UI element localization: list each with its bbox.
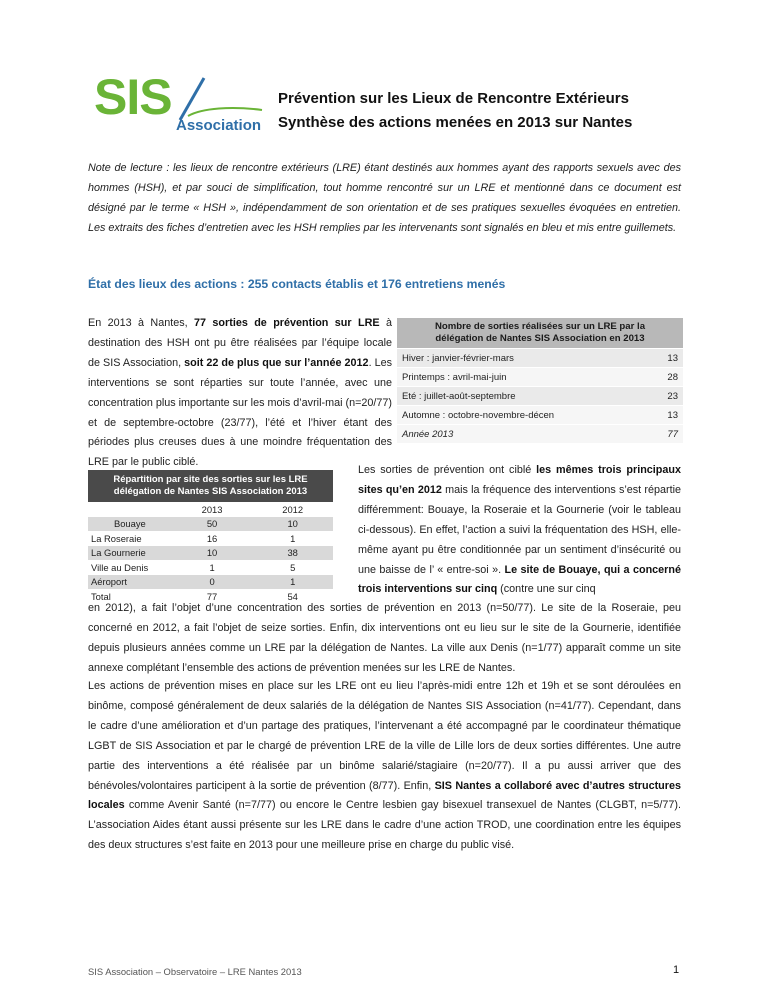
table-row: Ville au Denis 1 5 [88,560,333,575]
logo-sub-text: Association [176,117,262,132]
table-row: Printemps : avril-mai-juin 28 [397,368,683,387]
table-row-total: Total 77 54 [88,589,333,604]
page-title-line1: Prévention sur les Lieux de Rencontre Extérieurs [278,90,629,107]
table-row: La Roseraie 16 1 [88,531,333,546]
paragraph-sites-continued: en 2012), a fait l’objet d’une concentration des sorties de prévention en 2013 (n=50/77). Le site de la Roseraie, peu concerné en 2012, a fait l’objet de seize sorties. Enfin, dix interventions ont eu lieu sur le site de la Gournerie, identifiée depuis plusieurs années comme un LRE par la délégation de Nantes. La ville aux Denis (n=1/77) apparaît comme un site annexe complétant l’ensemble des actions de prévention menées sur les LRE de Nantes. [88,602,681,674]
table-row-total: Année 2013 77 [397,425,683,444]
table-row: Automne : octobre-novembre-décen 13 [397,406,683,425]
page-title-line2: Synthèse des actions menées en 2013 sur Nantes [278,114,633,131]
seasons-table-title: Nombre de sorties réalisées sur un LRE par la délégation de Nantes SIS Association en 2013 [397,318,683,349]
table-row: Bouaye 50 10 [88,517,333,532]
seasons-table [397,318,683,444]
table-row: La Gournerie 10 38 [88,546,333,561]
page-number: 1 [673,964,680,976]
table-row: Hiver : janvier-février-mars 13 [397,349,683,368]
reading-note: Note de lecture : les lieux de rencontre extérieurs (LRE) étant destinés aux hommes ayant des rapports sexuels avec des hommes (HSH), et par souci de simplification, tout homme rencontré sur un LRE et mentionné dans ce document est désigné par le terme « HSH », indépendamment de son orientation et de ses pratiques sexuelles évoquées en entretien. Les extraits des fiches d’entretien avec les HSH remplies par les intervenants sont signalés en bleu et mis entre guillemets. [88,162,681,234]
table-row: Eté : juillet-août-septembre 23 [397,387,683,406]
page-footer: SIS Association – Observatoire – LRE Nantes 2013 [88,966,302,977]
table-header-row: 2013 2012 [88,502,333,517]
sis-association-logo [92,70,264,132]
paragraph-sites: Les sorties de prévention ont ciblé les mêmes trois principaux sites qu’en 2012 mais la fréquence des interventions s’est répartie différemment: Bouaye, la Roseraie et la Gournerie (voir le tableau ci-dessous). En effet, l’action a suivi la fréquentation des HSH, elle-même ayant pu être conditionnée par un sentiment d’insécurité ou une baisse de l’ « entre-soi ». Le site de Bouaye, qui a concerné trois interventions sur cinq (contre une sur cinq [358,464,682,596]
sites-table-title: Répartition par site des sorties sur les LRE délégation de Nantes SIS Association 2013 [88,470,333,502]
sites-table [88,470,333,604]
table-row: Aéroport 0 1 [88,575,333,590]
paragraph-sorties: En 2013 à Nantes, 77 sorties de prévention sur LRE à destination des HSH ont pu être réalisées par l’équipe locale de SIS Association, soit 22 de plus que sur l’année 2012. Les interventions se sont réparties sur toute l’année, avec une concentration plus importante sur les mois d’avril-mai (n=20/77) et de septembre-octobre (23/77), l’été et l’hiver étant des périodes plus creuses dues à une moindre fréquentation des LRE par le public ciblé. [88,317,392,469]
logo-main-text: SIS [94,70,172,125]
section-heading: État des lieux des actions : 255 contacts établis et 176 entretiens menés [88,277,506,291]
paragraph-actions: Les actions de prévention mises en place sur les LRE ont eu lieu l’après-midi entre 12h et 19h et se sont déroulées en binôme, composé généralement de deux salariés de la délégation de Nantes SIS Association (n=41/77). Cependant, dans le cadre d’une amélioration et d’un partage des pratiques, l’intervenant a été accompagné par le coordinateur thématique LGBT de SIS Association et par le chargé de prévention LRE de la ville de Lille lors de deux sorties différentes. Une autre partie des interventions a été réalisée par un binôme salarié/stagiaire (n=20/77). Il a pu aussi arriver que des bénévoles/volontaires participent à la sortie de prévention (8/77). Enfin, SIS Nantes a collaboré avec d’autres structures locales comme Avenir Santé (n=7/77) ou encore le Centre lesbien gay bisexuel transexuel de Nantes (CLGBT, n=5/77). L’association Aides étant aussi présente sur les LRE dans le cadre d’une action TROD, une coordination entre les équipes des deux structures s’est faite en 2013 pour une meilleure prise en charge du public visé. [88,680,681,852]
